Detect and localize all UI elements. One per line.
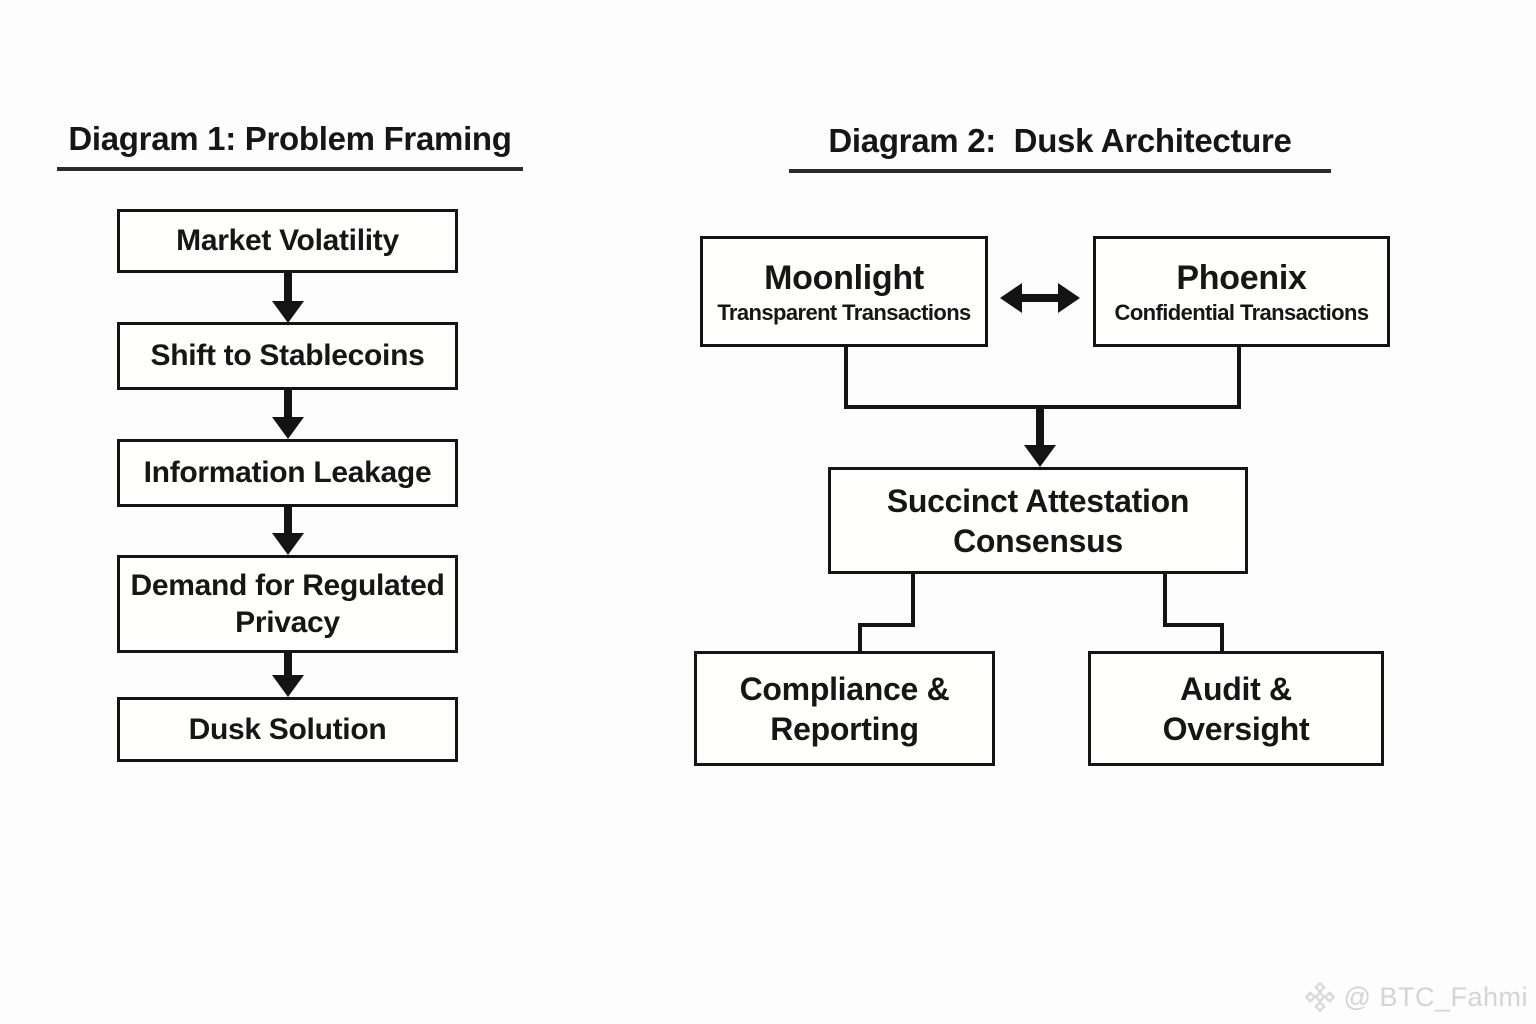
node-title-line1: Audit & bbox=[1180, 670, 1292, 707]
arrow-down-icon bbox=[272, 653, 304, 697]
node-demand-regulated-privacy bbox=[117, 555, 458, 653]
node-succinct-attestation-consensus bbox=[828, 467, 1248, 574]
node-moonlight bbox=[700, 236, 988, 347]
node-title-line1: Compliance & bbox=[739, 670, 950, 707]
connector-line bbox=[858, 623, 915, 627]
node-subtitle: Transparent Transactions bbox=[717, 300, 971, 325]
node-label: Market Volatility bbox=[176, 224, 399, 258]
node-compliance-reporting bbox=[694, 651, 995, 766]
node-title-line1: Succinct Attestation bbox=[886, 482, 1190, 519]
arrow-down-icon bbox=[272, 273, 304, 323]
arrow-down-icon bbox=[272, 390, 304, 439]
watermark-handle: @ BTC_Fahmi bbox=[1343, 981, 1528, 1012]
arrow-down-icon bbox=[272, 507, 304, 555]
connector-line bbox=[1237, 347, 1241, 409]
arrow-down-icon bbox=[1024, 407, 1056, 467]
node-shift-to-stablecoins bbox=[117, 322, 458, 390]
node-label: Dusk Solution bbox=[188, 712, 387, 746]
diagram1-title: Diagram 1: Problem Framing bbox=[57, 120, 523, 171]
node-audit-oversight bbox=[1088, 651, 1384, 766]
node-title-line2: Reporting bbox=[770, 710, 919, 747]
connector-line bbox=[911, 572, 915, 627]
node-title-line2: Oversight bbox=[1162, 710, 1310, 747]
node-title: Moonlight bbox=[764, 258, 924, 297]
node-label: Shift to Stablecoins bbox=[150, 339, 425, 373]
node-label: Demand for Regulated Privacy bbox=[130, 568, 445, 639]
node-phoenix bbox=[1093, 236, 1390, 347]
connector-line bbox=[858, 623, 862, 654]
connector-line bbox=[1220, 623, 1224, 654]
connector-line bbox=[844, 347, 848, 409]
node-market-volatility bbox=[117, 209, 458, 273]
diagram2-title: Diagram 2: Dusk Architecture bbox=[789, 122, 1331, 173]
node-label: Information Leakage bbox=[143, 456, 432, 490]
node-dusk-solution bbox=[117, 697, 458, 762]
watermark bbox=[1303, 980, 1528, 1014]
bidirectional-arrow-icon bbox=[1000, 283, 1080, 313]
node-information-leakage bbox=[117, 439, 458, 507]
connector-line bbox=[1163, 572, 1167, 627]
connector-line bbox=[1163, 623, 1224, 627]
binance-diamond-logo-icon bbox=[1303, 980, 1337, 1014]
node-subtitle: Confidential Transactions bbox=[1114, 300, 1369, 325]
node-title-line2: Consensus bbox=[953, 522, 1123, 559]
node-title: Phoenix bbox=[1176, 258, 1307, 297]
